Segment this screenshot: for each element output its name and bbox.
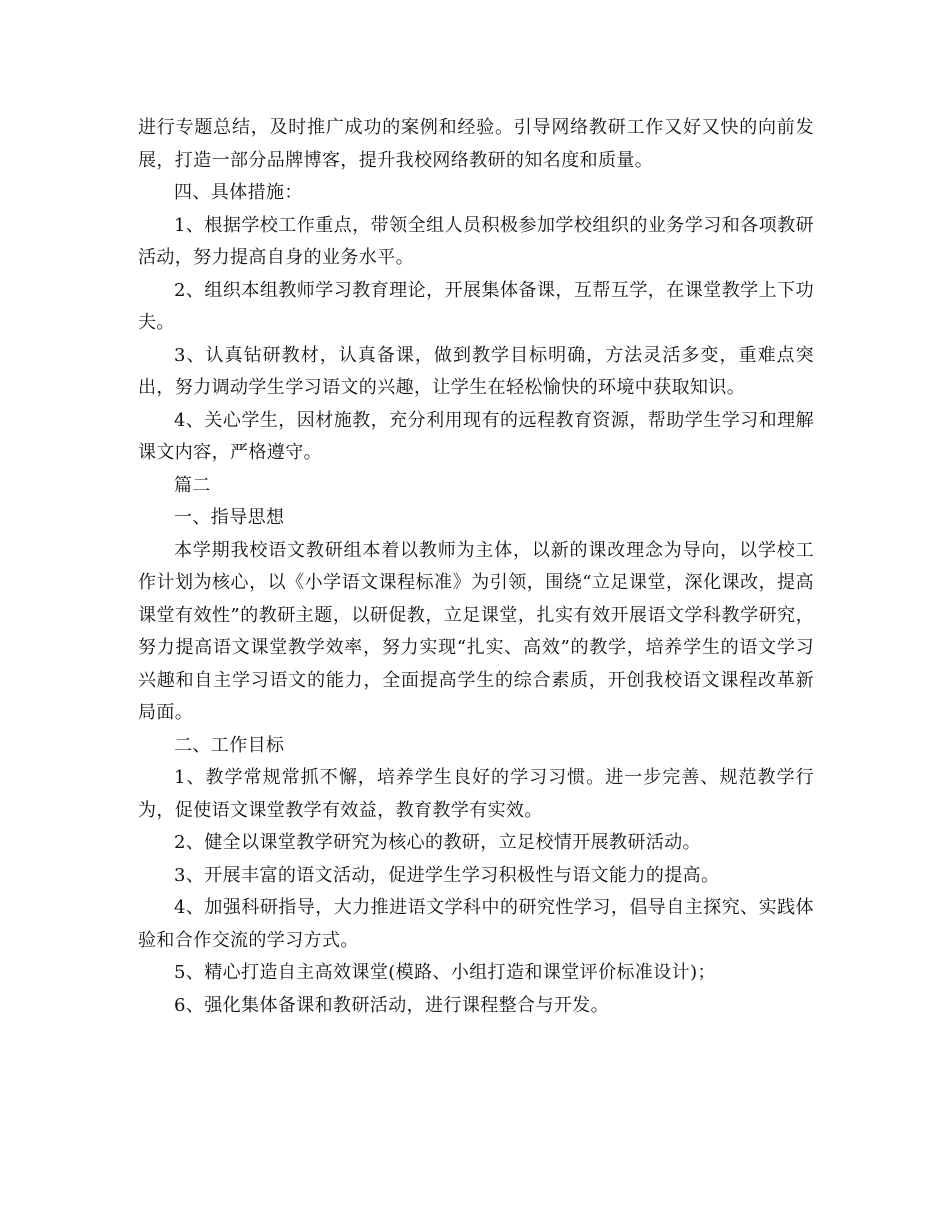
list-item-measure-2: 2、组织本组教师学习教育理论，开展集体备课，互帮互学，在课堂教学上下功夫。 — [138, 279, 814, 333]
list-item-goal-2: 2、健全以课堂教学研究为核心的教研，立足校情开展教研活动。 — [174, 832, 702, 853]
section-heading-measures: 四、具体措施： — [174, 182, 303, 203]
part-heading: 篇二 — [174, 474, 211, 496]
section-heading-guiding-thought: 一、指导思想 — [174, 507, 285, 528]
list-item-goal-4: 4、加强科研指导，大力推进语文学科中的研究性学习，倡导自主探究、实践体验和合作交流的学习方式。 — [138, 897, 814, 951]
continuation-paragraph: 进行专题总结，及时推广成功的案例和经验。引导网络教研工作又好又快的向前发展，打造一部分品牌博客，提升我校网络教研的知名度和质量。 — [138, 117, 814, 171]
list-item-measure-1: 1、根据学校工作重点，带领全组人员积极参加学校组织的业务学习和各项教研活动，努力提高自身的业务水平。 — [138, 214, 814, 268]
list-item-goal-5: 5、精心打造自主高效课堂(模路、小组打造和课堂评价标准设计)； — [174, 962, 716, 983]
list-item-measure-4: 4、关心学生，因材施教，充分利用现有的远程教育资源，帮助学生学习和理解课文内容，严格遵守。 — [138, 409, 814, 463]
list-item-goal-1: 1、教学常规常抓不懈，培养学生良好的学习习惯。进一步完善、规范教学行为，促使语文课堂教学有效益，教育教学有实效。 — [138, 767, 814, 821]
guiding-thought-paragraph: 本学期我校语文教研组本着以教师为主体，以新的课改理念为导向，以学校工作计划为核心，以《小学语文课程标准》为引领，围绕“立足课堂，深化课改，提高课堂有效性”的教研主题，以研促教，立足课堂，扎实有效开展语文学科教学研究，努力提高语文课堂教学效率，努力实现“扎实、高效”的教学，培养学生的语文学习兴趣和自主学习语文的能力，全面提高学生的综合素质，开创我校语文课程改革新局面。 — [138, 539, 814, 723]
document-body — [138, 112, 814, 1022]
list-item-measure-3: 3、认真钻研教材，认真备课，做到教学目标明确，方法灵活多变，重难点突出，努力调动学生学习语文的兴趣，让学生在轻松愉快的环境中获取知识。 — [138, 344, 814, 398]
list-item-goal-3: 3、开展丰富的语文活动，促进学生学习积极性与语文能力的提高。 — [174, 864, 720, 886]
list-item-goal-6: 6、强化集体备课和教研活动，进行课程整合与开发。 — [174, 994, 610, 1016]
section-heading-work-goals: 二、工作目标 — [174, 734, 285, 756]
